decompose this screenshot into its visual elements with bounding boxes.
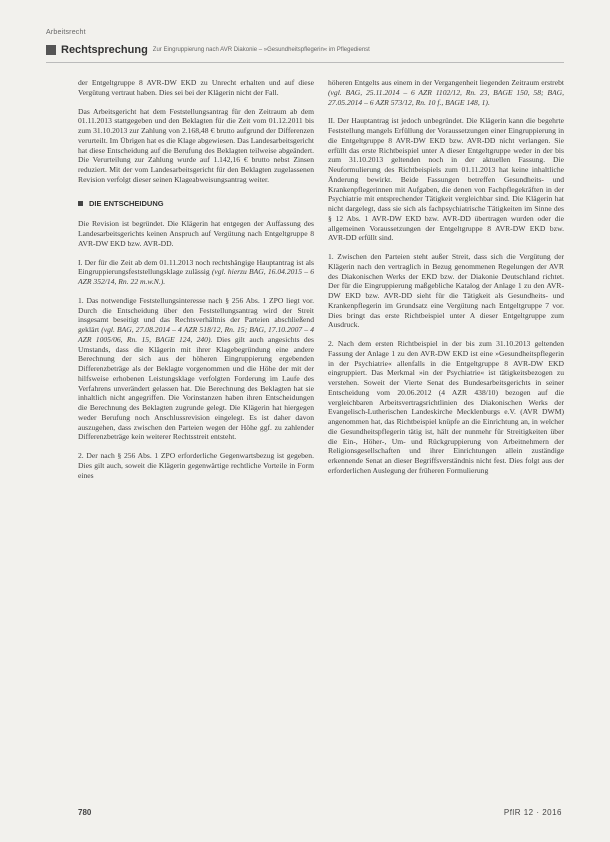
citation: (vgl. hierzu BAG, 16.04.2015 – 6 AZR 352/14, Rn. 22 m.w.N.). <box>78 267 314 286</box>
section-heading <box>78 199 314 209</box>
paragraph: 2. Der nach § 256 Abs. 1 ZPO erforderliche Gegenwartsbezug ist gegeben. Dies gilt auch, soweit die Klägerin gegenwärtige rechtliche Vorteile in Form eines <box>78 451 314 480</box>
paragraph: 2. Nach dem ersten Richtbeispiel in der bis zum 31.10.2013 geltenden Fassung der Anlage 1 zu den AVR-DW EKD ist eine »Gesundheitspflegerin in der Psychiatrie« allenfalls in die Entgeltgruppe 8 AVR-DW EKD eingruppiert. Das Merkmal »in der Psychiatrie« ist tätigkeitsbezogen zu verstehen. Soweit der Vierte Senat des Bundesarbeitsgerichts in seiner Entscheidung vom 20.06.2012 (4 AZR 438/10) bezogen auf die vergleichbaren Arbeitsvertragsrichtlinien des Diakonischen Werks der Evangelisch-Lutherischen Landeskirche Mecklenburgs e.V. (AVR DWM) angenommen hat, das Richtbeispiel knüpfe an die Einrichtung an, in welcher die Gesundheitspflegerin tätig ist, hält der nunmehr für Streitigkeiten über die Ein-, Höher-, Um- und Rückgruppierung von Arbeitnehmern der Religionsgesellschaften und ihrer Einrichtungen allein zuständige erkennende Senat an dieser Begriffsverständnis nicht fest. Dies folgt aus der erforderlichen Auslegung der früheren Formulierung <box>328 339 564 475</box>
paragraph: Das Arbeitsgericht hat dem Feststellungsantrag für den Zeitraum ab dem 01.11.2013 stattgegeben und den Beklagten für die Zeit vom 01.12.2011 bis zum 31.10.2013 zur Zahlung von 2.168,48 € brutto aufgrund der Differenzen verurteilt. Im Übrigen hat es die Klage abgewiesen. Das Landesarbeitsgericht hat diese Entscheidung auf die Berufung des Beklagten teilweise abgeändert. Die Verurteilung zur Zahlung wurde auf 1.142,16 € brutto nebst Zinsen reduziert. Mit der vom Landesarbeitsgericht für den Beklagten zugelassenen Revision verfolgt dieser seinen Klageabweisungsantrag weiter. <box>78 106 314 184</box>
paragraph-text: 1. Das notwendige Feststellungsinteresse nach § 256 Abs. 1 ZPO liegt vor. Durch die Entscheidung über den Feststellungsantrag wird der Streit insgesamt beseitigt und das Rechtsverhältnis der Parteien abschließend geklärt <box>78 295 314 334</box>
paragraph: Die Revision ist begründet. Die Klägerin hat entgegen der Auffassung des Landesarbeitsgerichts keinen Anspruch auf Vergütung nach Entgeltgruppe 8 AVR-DW EKD bzw. AVR-DD. <box>78 219 314 248</box>
paragraph <box>78 296 314 442</box>
paragraph-text: Dies gilt auch angesichts des Umstands, dass die Klägerin mit ihrer Klagebegründung eine andere Berechnung der sich aus der höheren Eingruppierung ergebenden Differenzbeträge als der Beklagte vorgenommen und die Höhe der mit der hilfsweise erhobenen Leistungsklage verfolgten Forderung im Laufe des Verfahrens unverändert gelassen hat. Die Berechnung des Beklagten hat sie inhaltlich nicht angegriffen. Die Vorinstanzen haben ihren Entscheidungen die Berechnung des Beklagten zugrunde gelegt. Die Klägerin hat hiergegen weder Berufung noch Anschlussrevision eingelegt. Es ist daher davon auszugehen, dass zwischen den Parteien wegen der Höhe ggf. zu zahlender Differenzbeträge kein weiterer Rechtsstreit entsteht. <box>78 334 314 442</box>
paragraph <box>78 258 314 287</box>
paragraph <box>328 78 564 107</box>
paragraph: 1. Zwischen den Parteien steht außer Streit, dass sich die Vergütung der Klägerin nach den vertraglich in Bezug genommenen Regelungen der AVR des Diakonischen Werks der EKD bzw. der Diakonie Deutschland richtet. Der für die Eingruppierung maßgebliche Katalog der Anlage 1 zu den AVR-DW EKD bzw. AVR-DD sieht für die Tätigkeit als Gesundheits- und Krankenpflegerin im Grundsatz eine Vergütung nach Entgeltgruppe 7 vor. Dies bringt das erste Richtbeispiel unter A dieser Entgeltgruppe zum Ausdruck. <box>328 252 564 330</box>
header-divider <box>46 62 564 63</box>
page-number: 780 <box>78 808 92 817</box>
journal-issue: PflR 12 · 2016 <box>503 808 562 817</box>
right-column <box>328 78 564 485</box>
paragraph: der Entgeltgruppe 8 AVR-DW EKD zu Unrecht erhalten und auf diese Vergütung vertraut haben. Dies sei bei der Klägerin nicht der Fall. <box>78 78 314 97</box>
header-title: Rechtsprechung <box>61 44 148 56</box>
paragraph-text: höheren Entgelts aus einem in der Vergangenheit liegenden Zeitraum erstrebt <box>328 78 564 87</box>
paragraph-text: I. Der für die Zeit ab dem 01.11.2013 noch rechtshängige Hauptantrag ist als Eingruppierungsfeststellungsklage zulässig <box>78 257 314 277</box>
header-square-icon <box>46 45 56 55</box>
heading-square-icon <box>78 201 83 206</box>
left-column <box>78 78 314 489</box>
citation: (vgl. BAG, 27.08.2014 – 4 AZR 518/12, Rn. 15; BAG, 17.10.2007 – 4 AZR 1005/06, Rn. 15, BAGE 124, 240). <box>78 325 314 344</box>
paragraph: II. Der Hauptantrag ist jedoch unbegründet. Die Klägerin kann die begehrte Feststellung mangels Erfüllung der Voraussetzungen einer Eingruppierung in die Entgeltgruppe 8 AVR-DW EKD bzw. AVR-DD nicht verlangen. Sie erfüllt das erste Richtbeispiel unter A dieser Entgeltgruppe weder in der bis zum 31.10.2013 geltenden noch in der aktuellen Fassung. Die Neuformulierung des Richtbeispiels zum 01.11.2013 hat keine inhaltliche Änderung bewirkt. Beide Fassungen betreffen Gesundheits- und Krankenpflegerinnen mit Aufgaben, die denen von Fachpflegekräften in der Psychiatrie mit entsprechender Tätigkeit vergleichbar sind. Die Klägerin hat nicht dargelegt, dass sie sich als fachpsychiatrische Tätigkeiten im Sinne des § 12 Abs. 1 AVR-DW EKD bzw. AVR-DD übertragen wurden oder die allgemeinen Voraussetzungen der Entgeltgruppe 8 AVR-DW EKD bzw. AVR-DD erfüllt sind. <box>328 116 564 243</box>
header-subtitle: Zur Eingruppierung nach AVR Diakonie – »Gesundheitspflegerin« im Pflegedienst <box>152 47 370 53</box>
heading-text: DIE ENTSCHEIDUNG <box>89 198 164 208</box>
section-label: Arbeitsrecht <box>46 29 86 36</box>
section-header <box>46 42 566 58</box>
page-footer <box>78 808 562 822</box>
citation: (vgl. BAG, 25.11.2014 – 6 AZR 1102/12, Rn. 23, BAGE 150, 58; BAG, 27.05.2014 – 6 AZR 573/12, Rn. 10 f., BAGE 148, 1). <box>328 87 564 107</box>
